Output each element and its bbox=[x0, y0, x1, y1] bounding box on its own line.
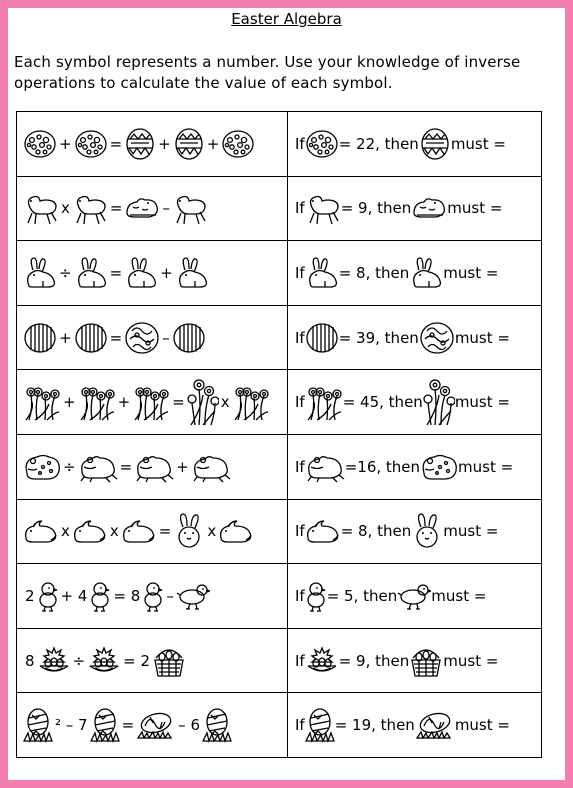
equation-text: ÷ bbox=[59, 263, 72, 282]
equation-text: + bbox=[59, 134, 72, 153]
equation-text: = bbox=[109, 199, 123, 218]
equation-text: must = bbox=[454, 328, 510, 347]
sitting-rabbit-icon bbox=[175, 256, 209, 290]
equation-text: = bbox=[109, 263, 123, 282]
frog-icon bbox=[78, 451, 118, 483]
equation-text: = 2 bbox=[123, 651, 151, 670]
grass-egg-icon bbox=[23, 707, 53, 743]
sitting-rabbit-icon bbox=[124, 256, 158, 290]
tall-daffodils-icon bbox=[187, 377, 219, 427]
question-cell[interactable] bbox=[288, 564, 542, 629]
egg-nest-icon bbox=[37, 646, 71, 676]
equation-text: x bbox=[109, 522, 119, 541]
equation-text: = bbox=[172, 393, 185, 412]
round-rabbit-icon bbox=[411, 513, 443, 549]
question-cell[interactable] bbox=[288, 434, 542, 499]
equation-text: = 39, then bbox=[338, 328, 419, 347]
equation-text: If bbox=[295, 716, 305, 735]
equation-text: must = bbox=[443, 263, 499, 282]
frog-icon bbox=[134, 451, 174, 483]
equation-text: = bbox=[109, 328, 123, 347]
equation-text: ÷ bbox=[63, 457, 76, 476]
frog-icon bbox=[305, 451, 345, 483]
problem-row bbox=[17, 499, 542, 564]
toad-icon bbox=[23, 451, 61, 483]
equation-text: = 45, then bbox=[342, 393, 423, 412]
equation-cell bbox=[17, 241, 288, 306]
walking-chick-icon bbox=[397, 582, 431, 610]
equation-text: + bbox=[117, 393, 131, 412]
equation-text: must = bbox=[443, 651, 499, 670]
spotted-egg-icon bbox=[23, 129, 57, 159]
equation-text: = bbox=[119, 457, 133, 476]
problem-row bbox=[17, 628, 542, 693]
egg-basket-icon bbox=[152, 644, 186, 678]
equation-text: + bbox=[176, 457, 189, 476]
lamb-icon bbox=[172, 191, 208, 225]
equation-cell bbox=[17, 628, 288, 693]
striped-egg-icon bbox=[74, 322, 108, 354]
equation-text: If bbox=[295, 651, 305, 670]
toad-icon bbox=[420, 451, 458, 483]
lying-rabbit-icon bbox=[305, 518, 341, 544]
equation-text: x bbox=[207, 522, 217, 541]
equation-text: x bbox=[220, 393, 230, 412]
round-rabbit-icon bbox=[173, 513, 205, 549]
equation-text: If bbox=[295, 457, 305, 476]
daffodils-icon bbox=[132, 382, 170, 422]
question-cell[interactable] bbox=[288, 370, 542, 435]
sitting-rabbit-icon bbox=[305, 256, 339, 290]
equation-text: + bbox=[158, 134, 171, 153]
equation-text: If bbox=[295, 393, 305, 412]
question-cell[interactable] bbox=[288, 241, 542, 306]
swirl-egg-icon bbox=[124, 321, 160, 355]
question-cell[interactable] bbox=[288, 305, 542, 370]
equation-text: must = bbox=[450, 134, 506, 153]
equation-text: + bbox=[206, 134, 220, 153]
equation-text: = 8, then bbox=[338, 263, 410, 282]
problem-row bbox=[17, 693, 542, 758]
equation-cell bbox=[17, 499, 288, 564]
egg-nest-icon bbox=[305, 646, 339, 676]
equation-text: + bbox=[160, 263, 173, 282]
grass-egg-icon bbox=[305, 707, 335, 743]
equation-text: – 6 bbox=[178, 716, 200, 735]
striped-egg-icon bbox=[305, 322, 339, 354]
grass-egg-icon bbox=[90, 707, 120, 743]
equation-text: – bbox=[162, 328, 170, 347]
question-cell[interactable] bbox=[288, 499, 542, 564]
lying-rabbit-icon bbox=[121, 518, 157, 544]
equation-cell bbox=[17, 305, 288, 370]
problem-row bbox=[17, 176, 542, 241]
equation-text: – bbox=[162, 199, 170, 218]
lamb-icon bbox=[23, 191, 59, 225]
striped-egg-icon bbox=[23, 322, 57, 354]
lying-lamb-icon bbox=[124, 195, 160, 221]
sitting-rabbit-icon bbox=[409, 256, 443, 290]
page-title: Easter Algebra bbox=[231, 10, 342, 28]
equation-cell bbox=[17, 434, 288, 499]
problem-row bbox=[17, 434, 542, 499]
sitting-rabbit-icon bbox=[23, 256, 57, 290]
standing-chick-icon bbox=[305, 580, 327, 612]
equation-cell bbox=[17, 564, 288, 629]
equation-text: x bbox=[61, 199, 70, 218]
equation-text: = bbox=[109, 134, 123, 153]
lamb-icon bbox=[305, 191, 341, 225]
standing-chick-icon bbox=[142, 580, 164, 612]
equation-text: must = bbox=[447, 199, 503, 218]
equation-text: If bbox=[295, 586, 305, 605]
spotted-egg-icon bbox=[221, 129, 255, 159]
equation-text: must = bbox=[454, 716, 510, 735]
sitting-rabbit-icon bbox=[74, 256, 108, 290]
egg-basket-icon bbox=[409, 644, 443, 678]
equation-text: = 8 bbox=[113, 586, 141, 605]
lying-rabbit-icon bbox=[218, 518, 254, 544]
spotted-egg-icon bbox=[305, 129, 339, 159]
grass-egg-icon bbox=[202, 707, 232, 743]
egg-nest-icon bbox=[87, 646, 121, 676]
equation-text: 2 bbox=[25, 586, 35, 605]
equation-text: + bbox=[63, 393, 76, 412]
standing-chick-icon bbox=[89, 580, 111, 612]
equation-text: =16, then bbox=[344, 457, 421, 476]
decorated-egg-icon bbox=[173, 128, 205, 160]
standing-chick-icon bbox=[37, 580, 59, 612]
equation-text: If bbox=[295, 522, 305, 541]
tall-daffodils-icon bbox=[423, 377, 455, 427]
daffodils-icon bbox=[78, 382, 116, 422]
equation-cell bbox=[17, 176, 288, 241]
lying-rabbit-icon bbox=[23, 518, 59, 544]
equation-text: = 22, then bbox=[338, 134, 419, 153]
question-cell[interactable] bbox=[288, 693, 542, 758]
lying-lamb-icon bbox=[411, 195, 447, 221]
equation-cell bbox=[17, 370, 288, 435]
lamb-icon bbox=[72, 191, 108, 225]
daffodils-icon bbox=[23, 382, 61, 422]
problem-row bbox=[17, 564, 542, 629]
question-cell[interactable] bbox=[288, 628, 542, 693]
striped-egg-icon bbox=[172, 322, 206, 354]
equation-cell bbox=[17, 693, 288, 758]
decorated-egg-icon bbox=[419, 128, 451, 160]
equation-text: ÷ bbox=[72, 651, 86, 670]
equation-text: must = bbox=[454, 393, 510, 412]
problem-row bbox=[17, 370, 542, 435]
equation-text: = bbox=[158, 522, 172, 541]
equation-text: must = bbox=[458, 457, 514, 476]
daffodils-icon bbox=[305, 382, 343, 422]
decorated-egg-icon bbox=[124, 128, 156, 160]
equation-text: must = bbox=[443, 522, 499, 541]
equation-text: + bbox=[59, 328, 72, 347]
equation-text: If bbox=[295, 328, 305, 347]
problem-table bbox=[16, 111, 542, 758]
swirl-egg-icon bbox=[419, 321, 455, 355]
question-cell[interactable] bbox=[288, 112, 542, 177]
walking-chick-icon bbox=[176, 582, 210, 610]
equation-text: = 9, then bbox=[338, 651, 410, 670]
problem-row bbox=[17, 305, 542, 370]
equation-text: – bbox=[166, 586, 174, 605]
question-cell[interactable] bbox=[288, 176, 542, 241]
equation-text: = 9, then bbox=[340, 199, 412, 218]
equation-text: = 19, then bbox=[334, 716, 415, 735]
equation-text: 8 bbox=[25, 651, 35, 670]
instructions: Each symbol represents a number. Use your knowledge of inverse operations to calculate the value of each symbol. bbox=[14, 53, 521, 92]
equation-text: must = bbox=[431, 586, 487, 605]
equation-text: + 4 bbox=[60, 586, 88, 605]
lying-rabbit-icon bbox=[72, 518, 108, 544]
equation-text: x bbox=[61, 522, 70, 541]
spotted-egg-icon bbox=[74, 129, 108, 159]
equation-text: ² – 7 bbox=[55, 716, 88, 735]
equation-text: = bbox=[121, 716, 135, 735]
lying-egg-icon bbox=[136, 711, 176, 739]
equation-text: If bbox=[295, 263, 305, 282]
equation-cell bbox=[17, 112, 288, 177]
frog-icon bbox=[191, 451, 231, 483]
equation-text: = 5, then bbox=[326, 586, 398, 605]
equation-text: = 8, then bbox=[340, 522, 412, 541]
problem-row bbox=[17, 241, 542, 306]
problem-row bbox=[17, 112, 542, 177]
daffodils-icon bbox=[232, 382, 270, 422]
equation-text: If bbox=[295, 134, 305, 153]
lying-egg-icon bbox=[415, 711, 455, 739]
equation-text: If bbox=[295, 199, 305, 218]
